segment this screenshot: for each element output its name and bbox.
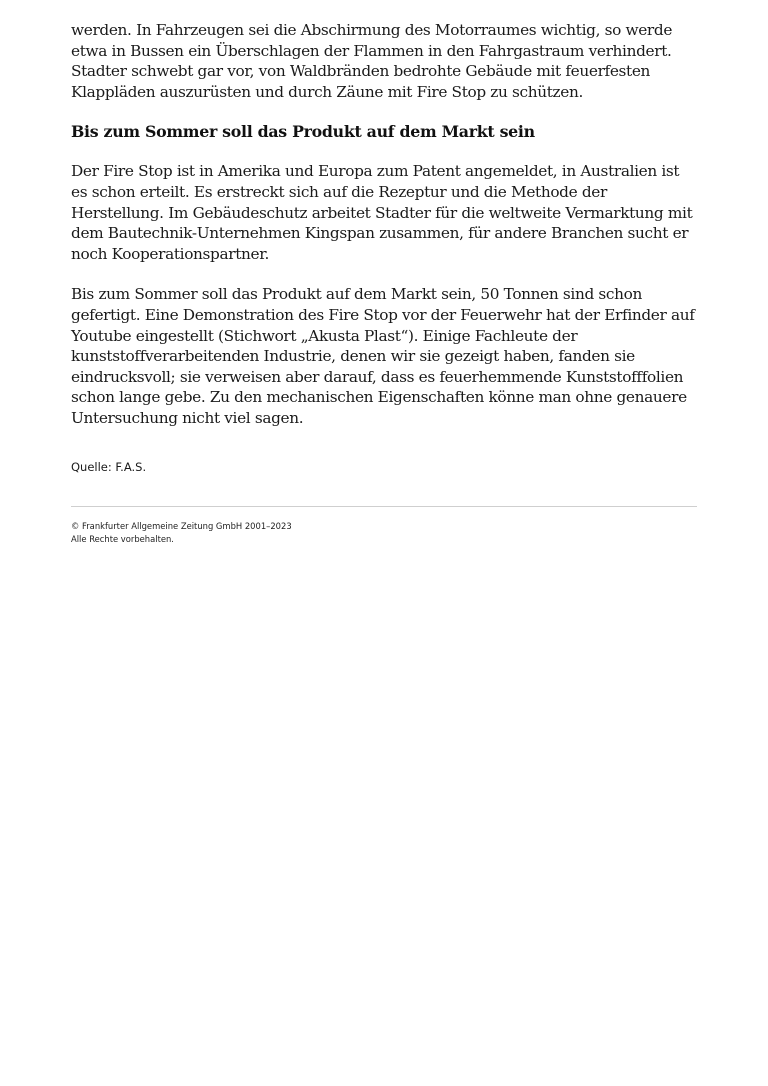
page-footer bbox=[71, 520, 292, 546]
source-credit: Quelle: F.A.S. bbox=[71, 460, 147, 474]
article-body bbox=[71, 20, 697, 429]
copyright-notice: © Frankfurter Allgemeine Zeitung GmbH 2001–2023 bbox=[71, 521, 292, 531]
footer-divider bbox=[71, 506, 697, 507]
article-paragraph: Der Fire Stop ist in Amerika und Europa zum Patent angemeldet, in Australien ist es schon erteilt. Es erstreckt sich auf die Rezeptur und die Methode der Herstellung. Im Gebäudeschutz arbeitet Stadter für die weltweite Vermarktung mit dem Bautechnik-Unternehmen Kingspan zusammen, für andere Branchen sucht er noch Kooperationspartner. bbox=[71, 162, 693, 263]
article-paragraph: Bis zum Sommer soll das Produkt auf dem Markt sein, 50 Tonnen sind schon gefertigt. Eine Demonstration des Fire Stop vor der Feuerwehr hat der Erfinder auf Youtube eingestellt (Stichwort „Akusta Plast“). Einige Fachleute der kunststoffverarbeitenden Industrie, denen wir sie gezeigt haben, fanden sie eindrucksvoll; sie verweisen aber darauf, dass es feuerhemmende Kunststofffolien schon lange gebe. Zu den mechanischen Eigenschaften könne man ohne genauere Untersuchung nicht viel sagen. bbox=[71, 285, 695, 427]
article-paragraph: werden. In Fahrzeugen sei die Abschirmung des Motorraumes wichtig, so werde etwa in Bussen ein Überschlagen der Flammen in den Fahrgastraum verhindert. Stadter schwebt gar vor, von Waldbränden bedrohte Gebäude mit feuerfesten Klappläden auszurüsten und durch Zäune mit Fire Stop zu schützen. bbox=[71, 21, 673, 101]
rights-notice: Alle Rechte vorbehalten. bbox=[71, 534, 174, 544]
article-subheading: Bis zum Sommer soll das Produkt auf dem Markt sein bbox=[71, 122, 535, 142]
